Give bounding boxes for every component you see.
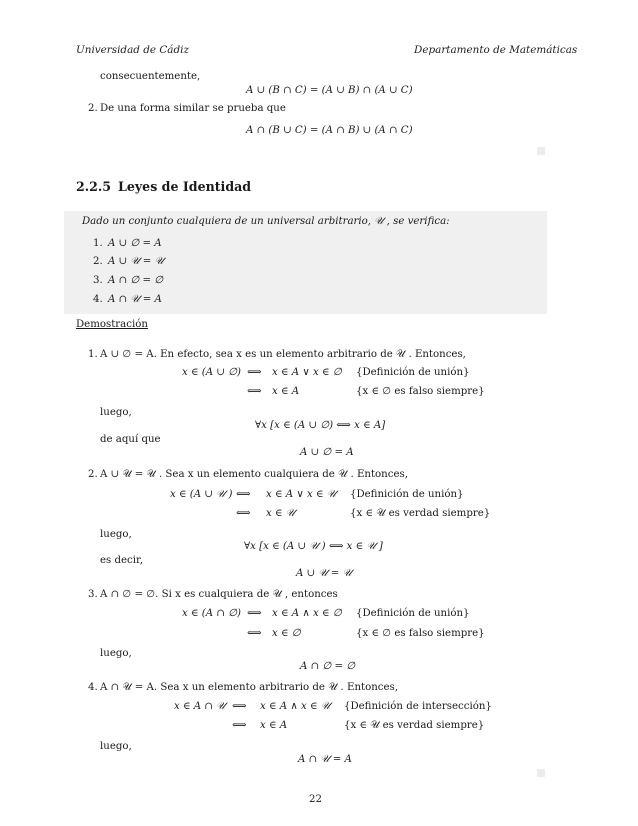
justification-note: {Definición de unión} [356, 608, 470, 619]
justification-note: {x ∈ 𝒰 es verdad siempre} [350, 508, 491, 519]
iff-symbol: ⟺ [247, 608, 262, 619]
theorem-item-number: 3. [93, 275, 103, 286]
justification-note: {x ∈ 𝒰 es verdad siempre} [344, 720, 485, 731]
end-of-proof-mark [537, 147, 545, 155]
proof-item-number: 1. [88, 349, 98, 360]
math-lhs: x ∈ A ∩ 𝒰 [174, 701, 226, 712]
page-number: 22 [309, 794, 322, 805]
section-number: 2.2.5 [76, 179, 112, 194]
iff-symbol: ⟺ [247, 367, 262, 378]
equation-distributive-1: A ∪ (B ∩ C) = (A ∪ B) ∩ (A ∪ C) [246, 85, 413, 96]
display-equation: ∀x [x ∈ (A ∪ 𝒰 ) ⟺ x ∈ 𝒰 ] [244, 541, 383, 552]
iff-symbol: ⟺ [247, 628, 262, 639]
math-lhs: x ∈ (A ∩ ∅) [182, 608, 241, 619]
proof-item-intro: A ∪ 𝒰 = 𝒰 . Sea x un elemento cualquiera de 𝒰 . Entonces, [100, 469, 408, 480]
theorem-intro: Dado un conjunto cualquiera de un universal arbitrario, 𝒰 , se verifica: [82, 216, 450, 227]
proof-item-intro: A ∪ ∅ = A. En efecto, sea x es un elemento arbitrario de 𝒰 . Entonces, [100, 349, 466, 360]
header-left: Universidad de Cádiz [76, 44, 189, 56]
theorem-item-number: 4. [93, 294, 103, 305]
text-luego: luego, [100, 407, 132, 418]
theorem-item: A ∪ 𝒰 = 𝒰 [108, 256, 164, 267]
justification-note: {x ∈ ∅ es falso siempre} [356, 386, 485, 397]
proof-item-number: 4. [88, 682, 98, 693]
math-rhs: x ∈ 𝒰 [266, 508, 295, 519]
list-item-text: De una forma similar se prueba que [100, 103, 286, 114]
theorem-item-number: 1. [93, 238, 103, 249]
iff-symbol: ⟺ [232, 720, 247, 731]
proof-label: Demostración [76, 319, 148, 330]
display-equation: A ∪ 𝒰 = 𝒰 [296, 568, 352, 579]
equation-distributive-2: A ∩ (B ∪ C) = (A ∩ B) ∪ (A ∩ C) [246, 125, 413, 136]
math-lhs: x ∈ (A ∪ ∅) [182, 367, 241, 378]
iff-symbol: ⟺ [236, 489, 251, 500]
iff-symbol: ⟺ [232, 701, 247, 712]
math-rhs: x ∈ A ∧ x ∈ 𝒰 [260, 701, 330, 712]
math-rhs: x ∈ A ∨ x ∈ 𝒰 [266, 489, 336, 500]
theorem-item-number: 2. [93, 256, 103, 267]
proof-item-intro: A ∩ ∅ = ∅. Si x es cualquiera de 𝒰 , entonces [100, 589, 338, 600]
math-rhs: x ∈ A ∨ x ∈ ∅ [272, 367, 342, 378]
text-luego: luego, [100, 648, 132, 659]
theorem-item: A ∩ ∅ = ∅ [108, 275, 164, 286]
text-luego: luego, [100, 529, 132, 540]
section-title: Leyes de Identidad [118, 179, 252, 194]
proof-item-number: 3. [88, 589, 98, 600]
text-luego: luego, [100, 741, 132, 752]
display-equation: A ∩ 𝒰 = A [298, 754, 352, 765]
text-de-aqui-que: de aquí que [100, 434, 161, 445]
header-right: Departamento de Matemáticas [414, 44, 578, 56]
justification-note: {x ∈ ∅ es falso siempre} [356, 628, 485, 639]
math-lhs: x ∈ (A ∪ 𝒰 ) [170, 489, 233, 500]
proof-item-number: 2. [88, 469, 98, 480]
display-equation: A ∪ ∅ = A [300, 447, 354, 458]
math-rhs: x ∈ A [272, 386, 300, 397]
display-equation: ∀x [x ∈ (A ∪ ∅) ⟺ x ∈ A] [255, 420, 386, 431]
math-rhs: x ∈ A ∧ x ∈ ∅ [272, 608, 342, 619]
theorem-item: A ∩ 𝒰 = A [108, 294, 162, 305]
math-rhs: x ∈ A [260, 720, 288, 731]
justification-note: {Definición de unión} [356, 367, 470, 378]
iff-symbol: ⟺ [247, 386, 262, 397]
display-equation: A ∩ ∅ = ∅ [300, 661, 356, 672]
math-rhs: x ∈ ∅ [272, 628, 301, 639]
iff-symbol: ⟺ [236, 508, 251, 519]
end-of-proof-mark [537, 769, 545, 777]
justification-note: {Definición de unión} [350, 489, 464, 500]
proof-item-intro: A ∩ 𝒰 = A. Sea x un elemento arbitrario de 𝒰 . Entonces, [100, 682, 399, 693]
text-consecuentemente: consecuentemente, [100, 71, 201, 82]
justification-note: {Definición de intersección} [344, 701, 492, 712]
list-number: 2. [88, 103, 98, 114]
theorem-item: A ∪ ∅ = A [108, 238, 162, 249]
text-es-decir: es decir, [100, 555, 143, 566]
